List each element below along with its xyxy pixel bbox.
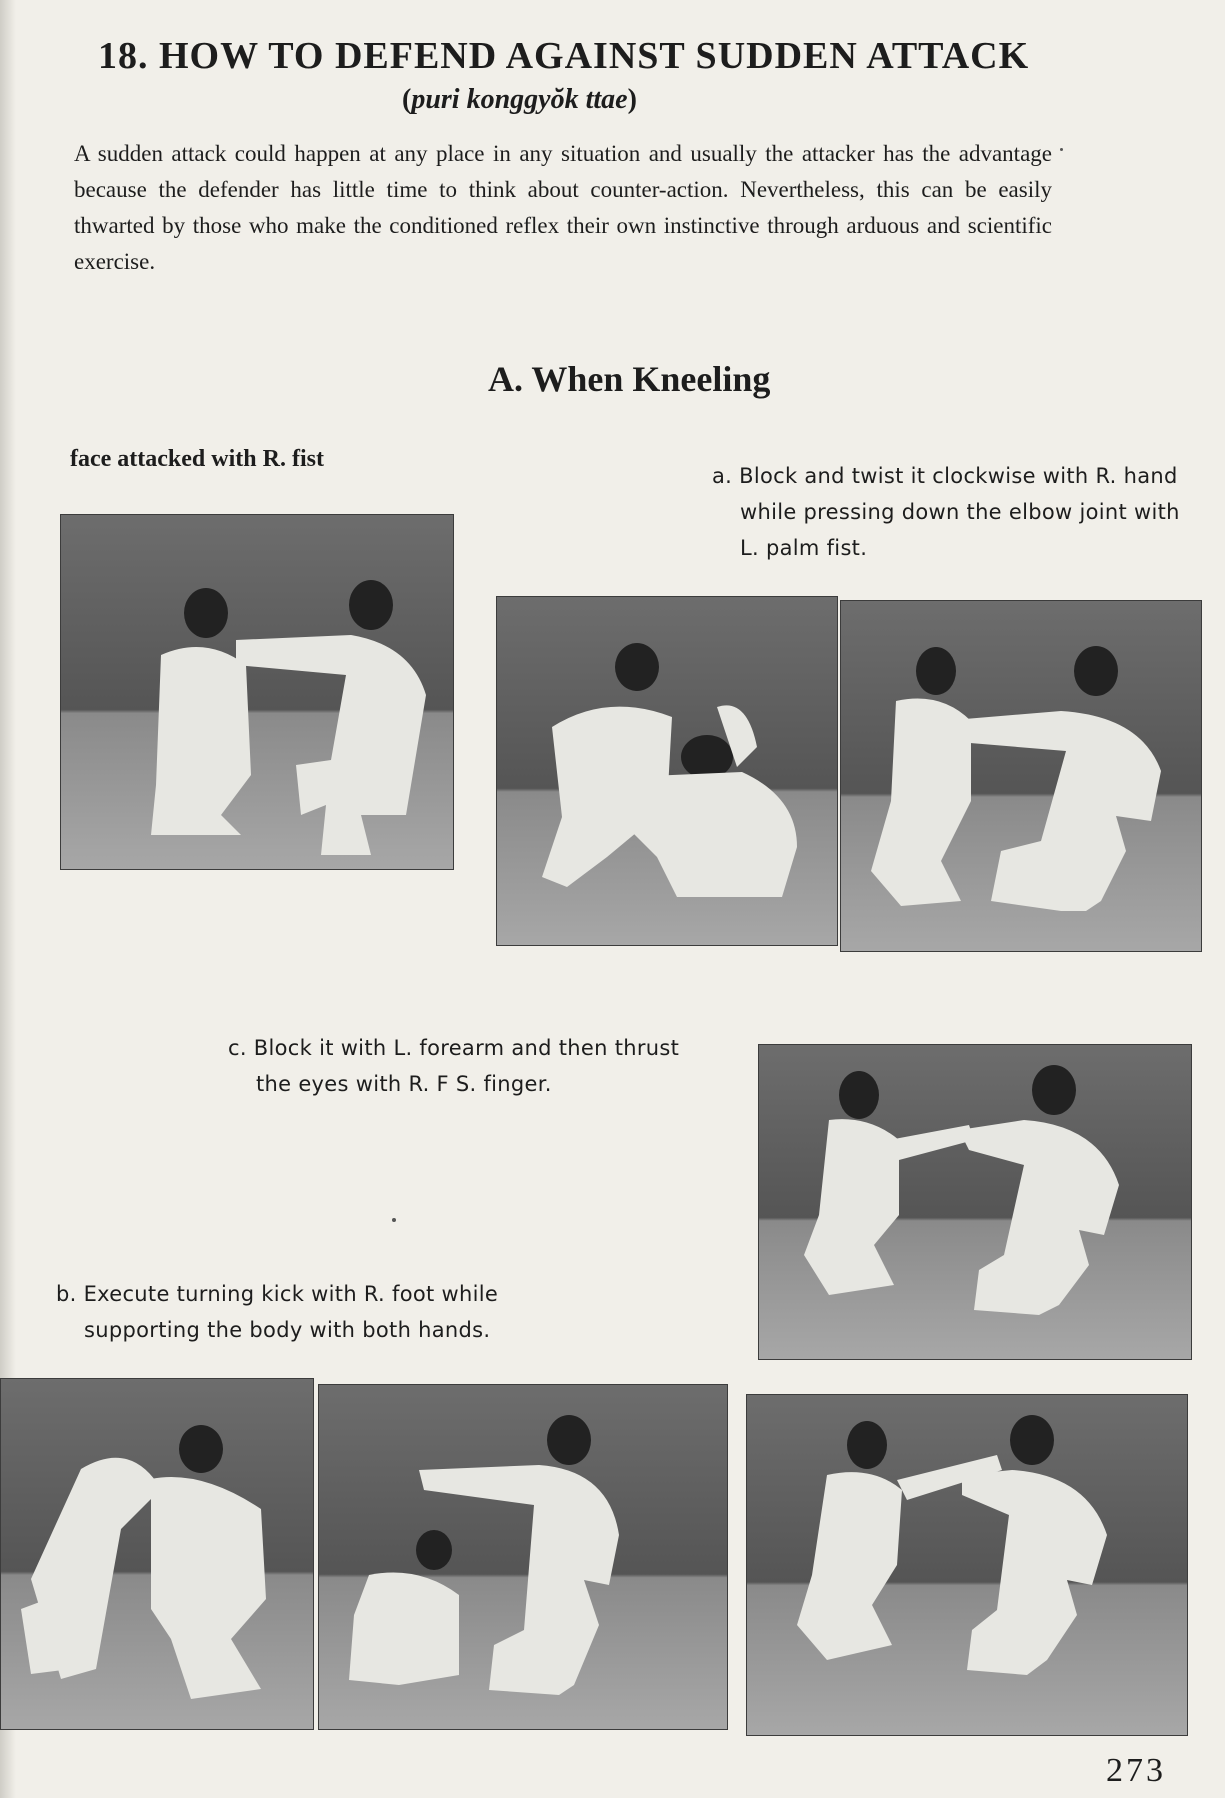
speck xyxy=(1060,148,1063,151)
caption-a xyxy=(712,458,1202,566)
caption-c-line-2: the eyes with R. F S. finger. xyxy=(256,1072,552,1096)
caption-c-line-1: c. Block it with L. forearm and then thrust xyxy=(228,1036,680,1060)
photo-face-attack xyxy=(60,514,454,870)
page-number: 273 xyxy=(1106,1752,1166,1789)
caption-a-line-2: while pressing down the elbow joint with xyxy=(740,500,1180,524)
caption-c xyxy=(228,1030,728,1102)
caption-b-line-2: supporting the body with both hands. xyxy=(84,1318,491,1342)
caption-b xyxy=(56,1276,556,1348)
photo-c-step-1 xyxy=(758,1044,1192,1360)
photo-b-step-2 xyxy=(0,1378,314,1730)
caption-main: face attacked with R. fist xyxy=(70,446,324,472)
caption-b-line-1: b. Execute turning kick with R. foot while xyxy=(56,1282,499,1306)
caption-a-line-3: L. palm fist. xyxy=(740,536,868,560)
intro-paragraph: A sudden attack could happen at any place in any situation and usually the attacker has the advantage because the defender has little time to think about counter-action. Nevertheless, this can be easily thwarted by those who make the conditioned reflex their own instinctive through arduous and scientific exercise. xyxy=(74,141,1052,274)
subtitle-romanized: puri konggyŏk ttae xyxy=(411,84,628,115)
speck xyxy=(392,1218,396,1222)
photo-a-step-2 xyxy=(496,596,838,946)
subtitle-close-paren: ) xyxy=(627,84,637,115)
section-heading: A. When Kneeling xyxy=(488,359,771,399)
photo-b-step-1 xyxy=(318,1384,728,1730)
photo-a-step-1 xyxy=(840,600,1202,952)
page-subtitle xyxy=(402,84,637,116)
photo-c-step-2 xyxy=(746,1394,1188,1736)
subtitle-open-paren: ( xyxy=(402,84,412,115)
page-title: 18. HOW TO DEFEND AGAINST SUDDEN ATTACK xyxy=(98,35,1030,77)
caption-a-line-1: a. Block and twist it clockwise with R. hand xyxy=(712,464,1178,488)
